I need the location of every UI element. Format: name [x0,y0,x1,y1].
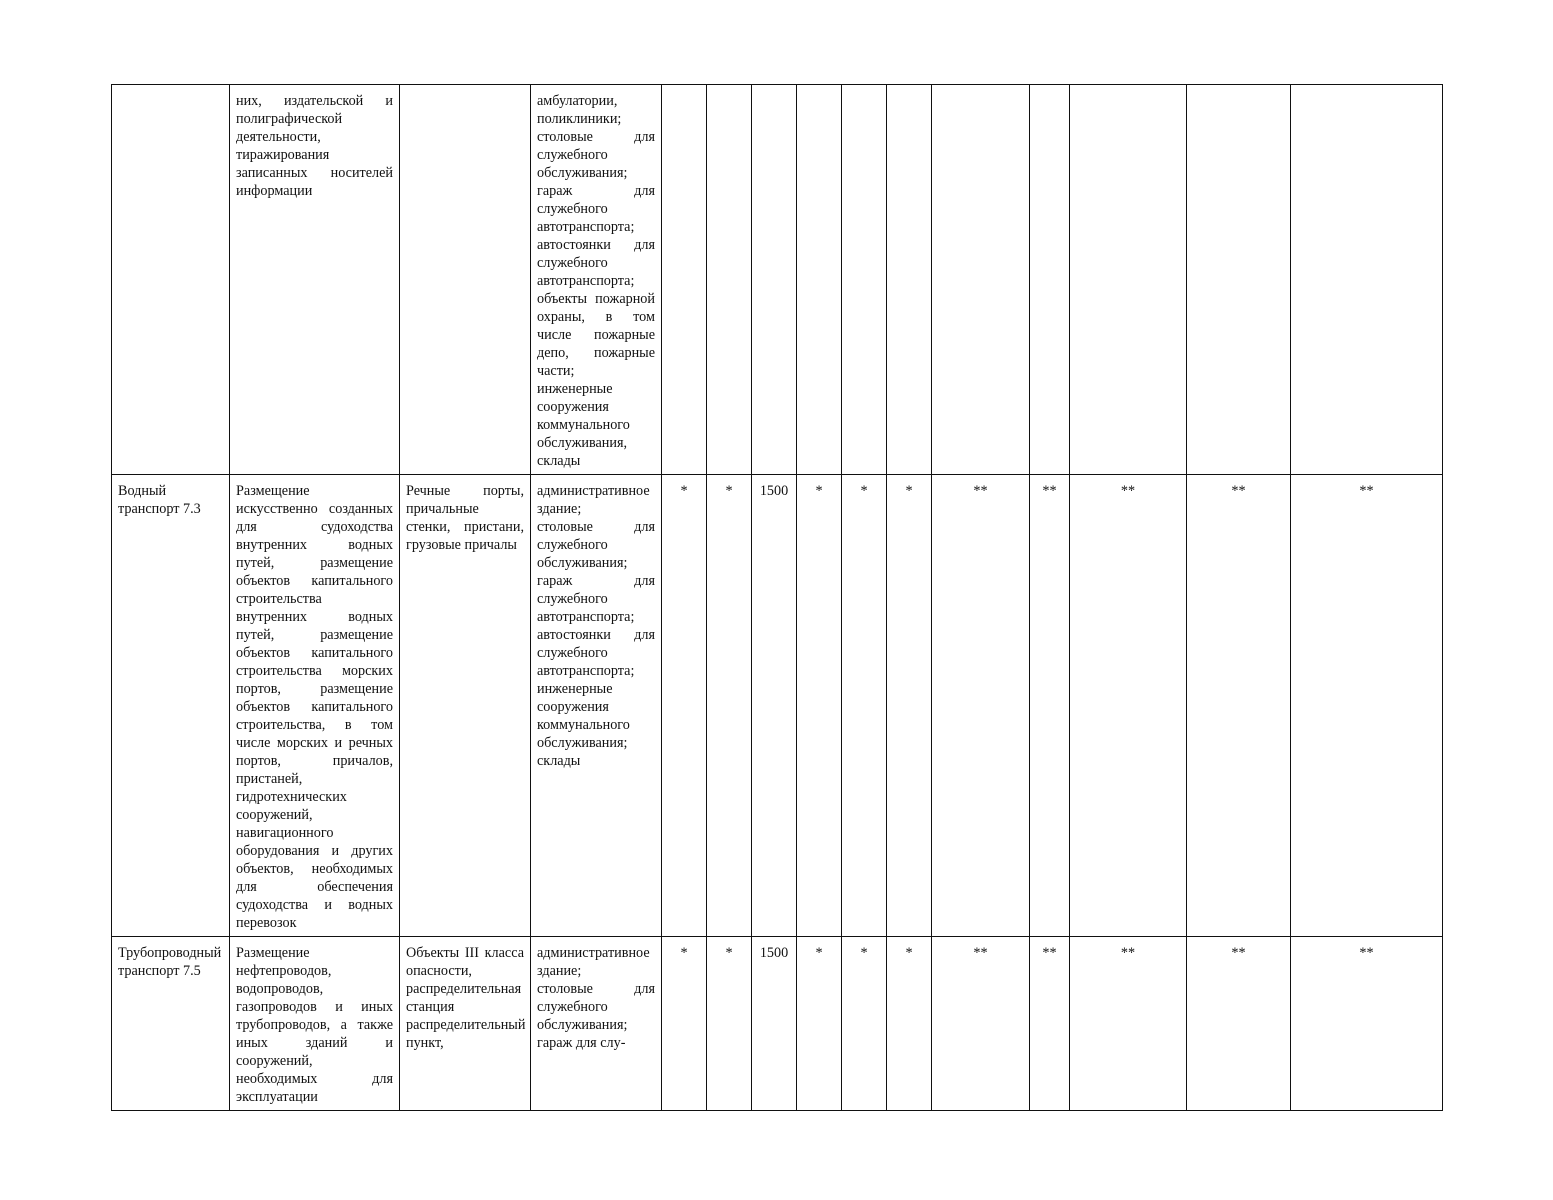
auxiliary-use-cell [531,937,662,1111]
auxiliary-use-line: административное здание; [537,483,650,517]
value-cell: ** [932,937,1030,1111]
value-cell: * [707,475,752,937]
value-cell [1070,85,1187,475]
value-cell: * [662,937,707,1111]
auxiliary-use-cell [531,85,662,475]
value-cell [1030,85,1070,475]
main-use-cell: Объекты III класса опасности, распределительная станция распределительный пункт, [400,937,531,1111]
auxiliary-use-line: гараж для служебного автотранспорта; [537,183,655,235]
value-cell [1187,85,1291,475]
main-use-cell: Речные порты, причальные стенки, пристани, грузовые причалы [400,475,531,937]
auxiliary-use-line: административное здание; [537,945,650,979]
value-cell: ** [1291,937,1443,1111]
auxiliary-use-line: гараж для слу- [537,1035,626,1051]
value-cell: * [842,937,887,1111]
table-row [112,937,1443,1111]
value-cell [1291,85,1443,475]
use-description-cell: них, издательской и полиграфической деятельности, тиражирования записанных носителей информации [230,85,400,475]
value-cell: * [797,937,842,1111]
value-cell: 1500 [752,475,797,937]
table-row [112,475,1443,937]
use-type-name-cell [112,85,230,475]
value-cell: 1500 [752,937,797,1111]
value-cell [707,85,752,475]
use-description-cell: Размещение искусственно созданных для судоходства внутренних водных путей, размещение объектов капитального строительства внутренних водных путей, размещение объектов капитального строительства морских портов, размещение объектов капитального строительства, в том числе морских и речных портов, причалов, пристаней, гидротехнических сооружений, навигационного оборудования и других объектов, необходимых для обеспечения судоходства и водных перевозок [230,475,400,937]
value-cell: ** [1187,937,1291,1111]
auxiliary-use-line: объекты пожарной охраны, в том числе пожарные депо, пожарные части; [537,291,655,379]
auxiliary-use-line: столовые для служебного обслуживания; [537,129,655,181]
value-cell: * [662,475,707,937]
value-cell: * [707,937,752,1111]
auxiliary-use-line: гараж для служебного автотранспорта; [537,573,655,625]
auxiliary-use-line: автостоянки для служебного автотранспорта; [537,237,655,289]
auxiliary-use-line: инженерные сооружения коммунального обслуживания; [537,681,630,751]
value-cell: ** [1030,937,1070,1111]
value-cell [842,85,887,475]
value-cell [662,85,707,475]
value-cell [932,85,1030,475]
main-use-cell [400,85,531,475]
auxiliary-use-line: столовые для служебного обслуживания; [537,519,655,571]
value-cell: ** [1187,475,1291,937]
value-cell: * [887,937,932,1111]
value-cell: * [797,475,842,937]
value-cell: * [887,475,932,937]
auxiliary-use-line: амбулатории, поликлиники; [537,93,622,127]
value-cell: * [842,475,887,937]
value-cell [887,85,932,475]
value-cell [752,85,797,475]
use-type-name-cell: Водный транспорт 7.3 [112,475,230,937]
regulations-table [111,84,1443,1111]
use-type-name-cell: Трубопроводный транспорт 7.5 [112,937,230,1111]
value-cell: ** [1070,937,1187,1111]
auxiliary-use-line: столовые для служебного обслуживания; [537,981,655,1033]
auxiliary-use-cell [531,475,662,937]
auxiliary-use-line: склады [537,753,581,769]
value-cell: ** [1030,475,1070,937]
auxiliary-use-line: инженерные сооружения коммунального обслуживания, склады [537,381,630,469]
value-cell: ** [1291,475,1443,937]
use-description-cell: Размещение нефтепроводов, водопроводов, газопроводов и иных трубопроводов, а также иных зданий и сооружений, необходимых для эксплуатации [230,937,400,1111]
value-cell [797,85,842,475]
auxiliary-use-line: автостоянки для служебного автотранспорта; [537,627,655,679]
table-row [112,85,1443,475]
value-cell: ** [932,475,1030,937]
value-cell: ** [1070,475,1187,937]
